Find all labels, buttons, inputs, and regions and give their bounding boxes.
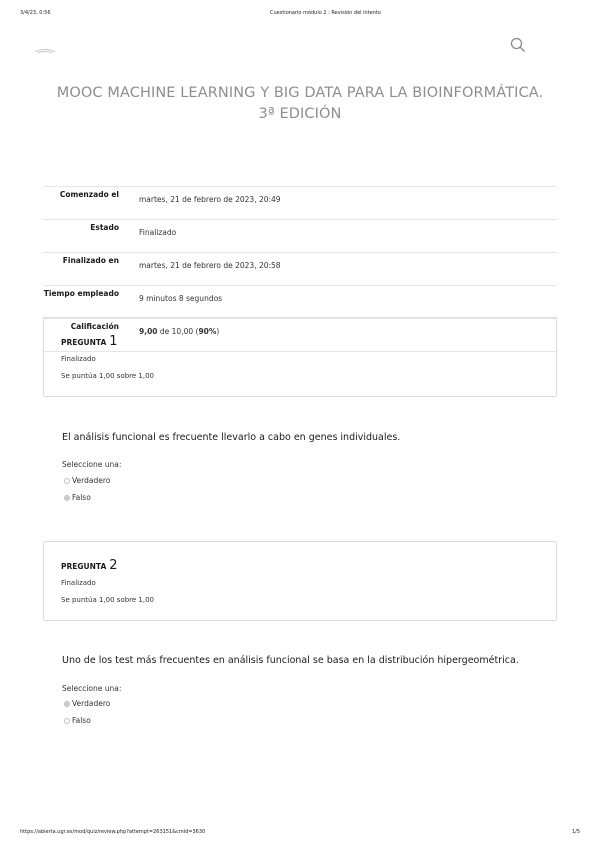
- summary-value: martes, 21 de febrero de 2023, 20:58: [119, 253, 557, 286]
- print-doc-title: Cuestionario módulo 2 : Revisión del intento: [270, 10, 381, 16]
- summary-row: [43, 220, 557, 253]
- answer-option-label: Verdadero: [72, 476, 111, 485]
- question-number: 1: [109, 334, 118, 349]
- radio-button-selected[interactable]: [64, 495, 70, 501]
- logo-icon[interactable]: [34, 40, 56, 50]
- question-state: Finalizado: [61, 355, 96, 363]
- radio-button-selected[interactable]: [64, 701, 70, 707]
- course-title: MOOC MACHINE LEARNING Y BIG DATA PARA LA BIOINFORMÁTICA. 3ª EDICIÓN: [56, 85, 544, 122]
- answer-prompt: Seleccione una:: [62, 684, 122, 693]
- question-text: El análisis funcional es frecuente llevarlo a cabo en genes individuales.: [62, 432, 401, 443]
- question-number: 2: [109, 558, 118, 573]
- answer-option-label: Verdadero: [72, 699, 111, 708]
- summary-row: [43, 253, 557, 286]
- grade-percent: 90%: [198, 327, 217, 336]
- question-text: Uno de los test más frecuentes en análisis funcional se basa en la distribución hipergeométrica.: [62, 655, 519, 666]
- summary-label: Tiempo empleado: [43, 286, 119, 319]
- answer-option[interactable]: [64, 493, 91, 502]
- grade-middle: de 10,00 (: [157, 327, 199, 336]
- summary-label: Estado: [43, 220, 119, 253]
- radio-button[interactable]: [64, 478, 70, 484]
- answer-option[interactable]: [64, 476, 110, 485]
- question-grade: Se puntúa 1,00 sobre 1,00: [61, 372, 155, 380]
- answer-option[interactable]: [64, 716, 91, 725]
- question-info-box: [43, 541, 557, 621]
- answer-option-label: Falso: [72, 716, 91, 725]
- question-heading: [61, 334, 118, 349]
- print-url: https://abierta.ugr.es/mod/quiz/review.php?attempt=263151&cmid=3630: [20, 829, 206, 835]
- grade-label: Calificación: [43, 319, 119, 352]
- search-icon[interactable]: [510, 37, 526, 53]
- summary-value: 9 minutos 8 segundos: [119, 286, 557, 319]
- question-heading: [61, 558, 118, 573]
- question-label: PREGUNTA: [61, 562, 107, 571]
- question-label: PREGUNTA: [61, 338, 107, 347]
- print-datetime: 3/4/23, 0:56: [20, 10, 51, 16]
- radio-button[interactable]: [64, 718, 70, 724]
- summary-value: martes, 21 de febrero de 2023, 20:49: [119, 187, 557, 220]
- answer-option-label: Falso: [72, 493, 91, 502]
- print-page-number: 1/5: [572, 829, 581, 835]
- answer-option[interactable]: [64, 699, 110, 708]
- grade-end: ): [216, 327, 220, 336]
- question-state: Finalizado: [61, 579, 96, 587]
- summary-label: Comenzado el: [43, 187, 119, 220]
- answer-prompt: Seleccione una:: [62, 460, 122, 469]
- summary-row: [43, 187, 557, 220]
- summary-value: Finalizado: [119, 220, 557, 253]
- question-info-box: [43, 317, 557, 397]
- question-grade: Se puntúa 1,00 sobre 1,00: [61, 596, 155, 604]
- summary-row: [43, 286, 557, 319]
- grade-score: 9,00: [139, 327, 158, 336]
- summary-label: Finalizado en: [43, 253, 119, 286]
